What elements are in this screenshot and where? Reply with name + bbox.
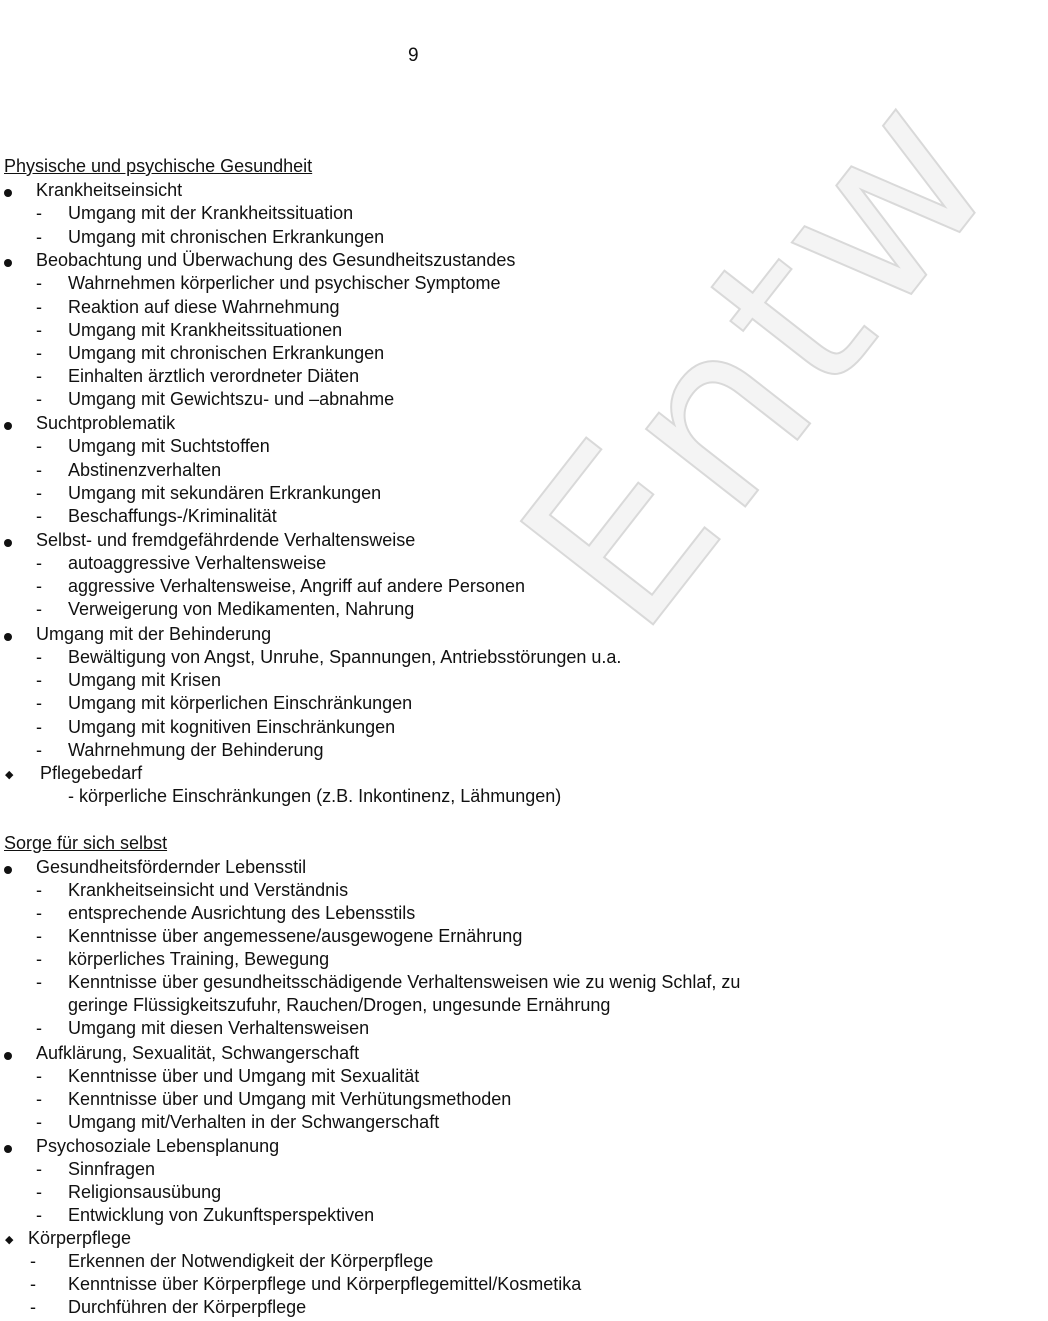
bullet-icon bbox=[4, 539, 12, 547]
bullet-icon bbox=[4, 422, 12, 430]
list-item-continuation: geringe Flüssigkeitszufuhr, Rauchen/Drogen, ungesunde Ernährung bbox=[68, 995, 611, 1015]
section-heading-self-care: Sorge für sich selbst bbox=[4, 833, 168, 853]
diamond-bullet-icon: ◆ bbox=[5, 769, 14, 781]
section-heading-physical-health: Physische und psychische Gesundheit bbox=[4, 156, 313, 176]
diamond-bullet-icon: ◆ bbox=[5, 1234, 14, 1246]
bullet-icon bbox=[4, 189, 12, 197]
page-number: 9 bbox=[408, 45, 419, 66]
bullet-icon bbox=[4, 866, 12, 874]
list-item: - körperliche Einschränkungen (z.B. Inkontinenz, Lähmungen) bbox=[68, 786, 562, 806]
watermark-text: Entw bbox=[472, 44, 1048, 676]
bullet-icon bbox=[4, 633, 12, 641]
bullet-icon bbox=[4, 1145, 12, 1153]
bullet-icon bbox=[4, 259, 12, 267]
bullet-icon bbox=[4, 1052, 12, 1060]
